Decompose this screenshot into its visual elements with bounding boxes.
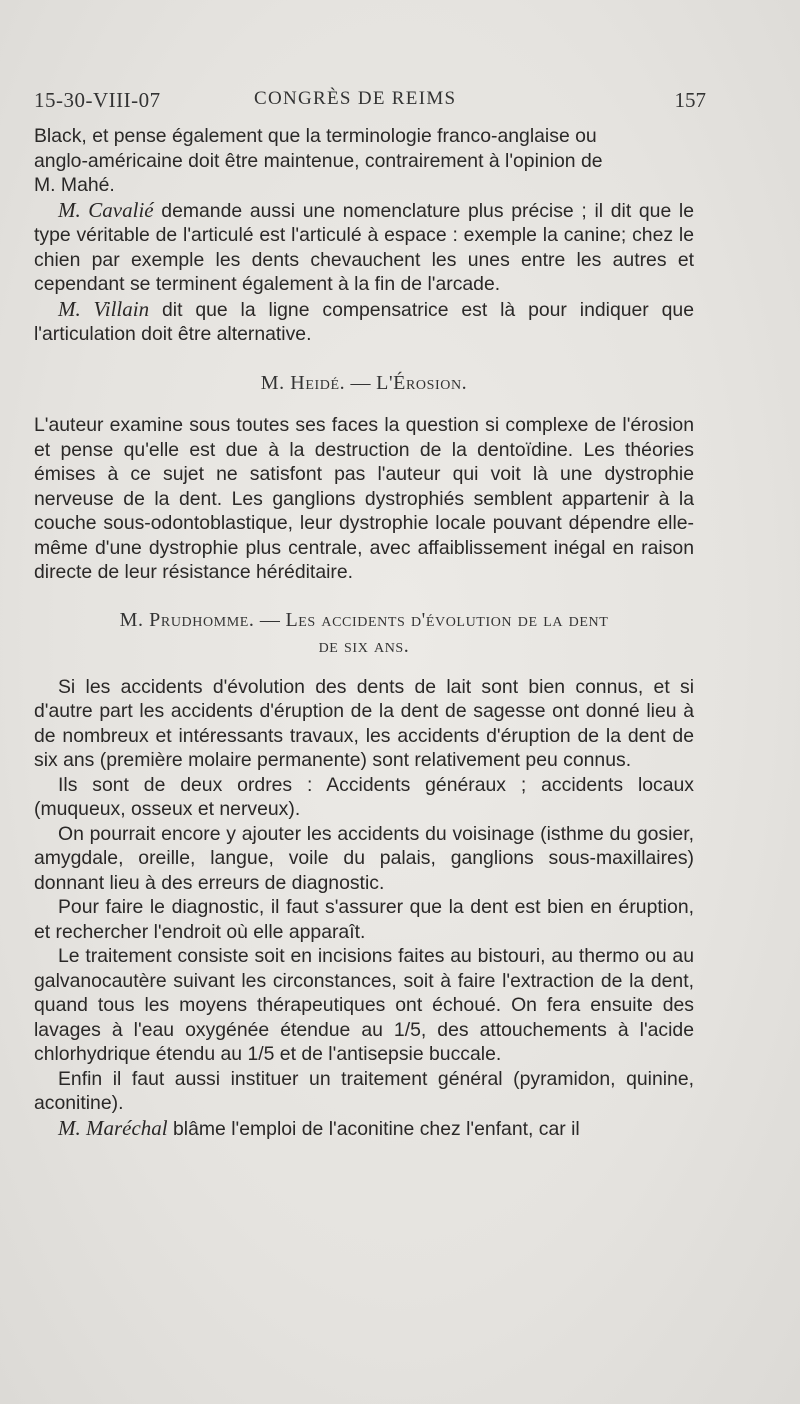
paragraph-text: dit que la ligne compensatrice est là pour indiquer que l'articulation doit être alternative.: [34, 298, 694, 345]
paragraph-erosion: [34, 413, 694, 585]
speaker-name: M. Maréchal: [58, 1115, 168, 1140]
header-title: CONGRÈS DE REIMS: [254, 88, 457, 109]
section-dash: —: [254, 608, 286, 631]
text-line: Black, et pense également que la terminologie franco-anglaise ou: [34, 125, 597, 147]
paragraph-continuation: [34, 124, 694, 198]
section-author: M. Heidé.: [260, 371, 346, 394]
header-date-ref: 15-30-VIII-07: [34, 88, 161, 112]
paragraph-marechal: [34, 1116, 694, 1142]
section-title: L'Érosion.: [376, 371, 468, 394]
section-heading-heide: [34, 371, 694, 396]
page-number: 157: [674, 88, 706, 112]
paragraph-text: demande aussi une nomenclature plus précise ; il dit que le type véritable de l'articulé est l'articulé à espace : exemple la canine; chez le chien par exemple les dents chevauchent les unes entre les autres et cependant se terminent également à la fin de l'arcade.: [34, 199, 695, 295]
paragraph-ordres: [34, 773, 694, 822]
paragraph-text: L'auteur examine sous toutes ses faces la question si complexe de l'érosion et pense qu'elle est due à la destruction de la dentoïdine. Les théories émises à ce sujet ne satisfont pas l'auteur qui voit là une dystrophie nerveuse de la dent. Les ganglions dystrophiés semblent appartenir à la couche sous-odontoblastique, leur dystrophie locale pouvant dépendre elle-même d'une dystrophie plus centrale, avec affaiblissement inégal en raison directe de leur résistance héréditaire.: [34, 414, 694, 583]
text-line: anglo-américaine doit être maintenue, contrairement à l'opinion de: [34, 149, 603, 172]
paragraph-voisinage: [34, 822, 694, 896]
text-line: M. Mahé.: [34, 174, 115, 196]
paragraph-diagnostic: [34, 895, 694, 944]
paragraph-traitement: [34, 944, 694, 1067]
page-body: [34, 122, 694, 1141]
paragraph-villain: [34, 297, 694, 347]
section-author: M. Prudhomme.: [119, 608, 255, 631]
section-title: Les accidents d'évolution de la dent: [285, 608, 609, 631]
section-title-continued: de six ans.: [318, 634, 410, 657]
paragraph-traitement-general: [34, 1067, 694, 1116]
paragraph-dent-six-ans: [34, 675, 694, 773]
speaker-name: M. Cavalié: [58, 197, 154, 222]
paragraph-text: On pourrait encore y ajouter les accidents du voisinage (isthme du gosier, amygdale, oreille, langue, voile du palais, ganglions sous-maxillaires) donnant lieu à des erreurs de diagnostic.: [34, 822, 694, 894]
paragraph-text: blâme l'emploi de l'aconitine chez l'enfant, car il: [167, 1117, 580, 1140]
running-header: [34, 88, 706, 120]
paragraph-text: Ils sont de deux ordres : Accidents généraux ; accidents locaux (muqueux, osseux et nerveux).: [34, 773, 694, 820]
paragraph-text: Enfin il faut aussi instituer un traitement général (pyramidon, quinine, aconitine).: [34, 1067, 694, 1114]
section-dash: —: [345, 371, 377, 394]
paragraph-text: Pour faire le diagnostic, il faut s'assurer que la dent est bien en éruption, et rechercher l'endroit où elle apparaît.: [34, 896, 694, 943]
paragraph-text: Si les accidents d'évolution des dents de lait sont bien connus, et si d'autre part les accidents d'éruption de la dent de sagesse ont donné lieu à de nombreux et intéressants travaux, les accidents d'éruption de la dent de six ans (première molaire permanente) sont relativement peu connus.: [34, 675, 694, 771]
section-heading-prudhomme: [34, 607, 694, 659]
paragraph-text: Le traitement consiste soit en incisions faites au bistouri, au thermo ou au galvanocautère suivant les circonstances, soit à faire l'extraction de la dent, quand tous les moyens thérapeutiques ont échoué. On fera ensuite des lavages à l'eau oxygénée étendue au 1/5, des attouchements à l'acide chlorhydrique étendu au 1/5 et de l'antisepsie buccale.: [34, 945, 694, 1065]
paragraph-cavalie: [34, 198, 694, 297]
speaker-name: M. Villain: [58, 296, 150, 321]
